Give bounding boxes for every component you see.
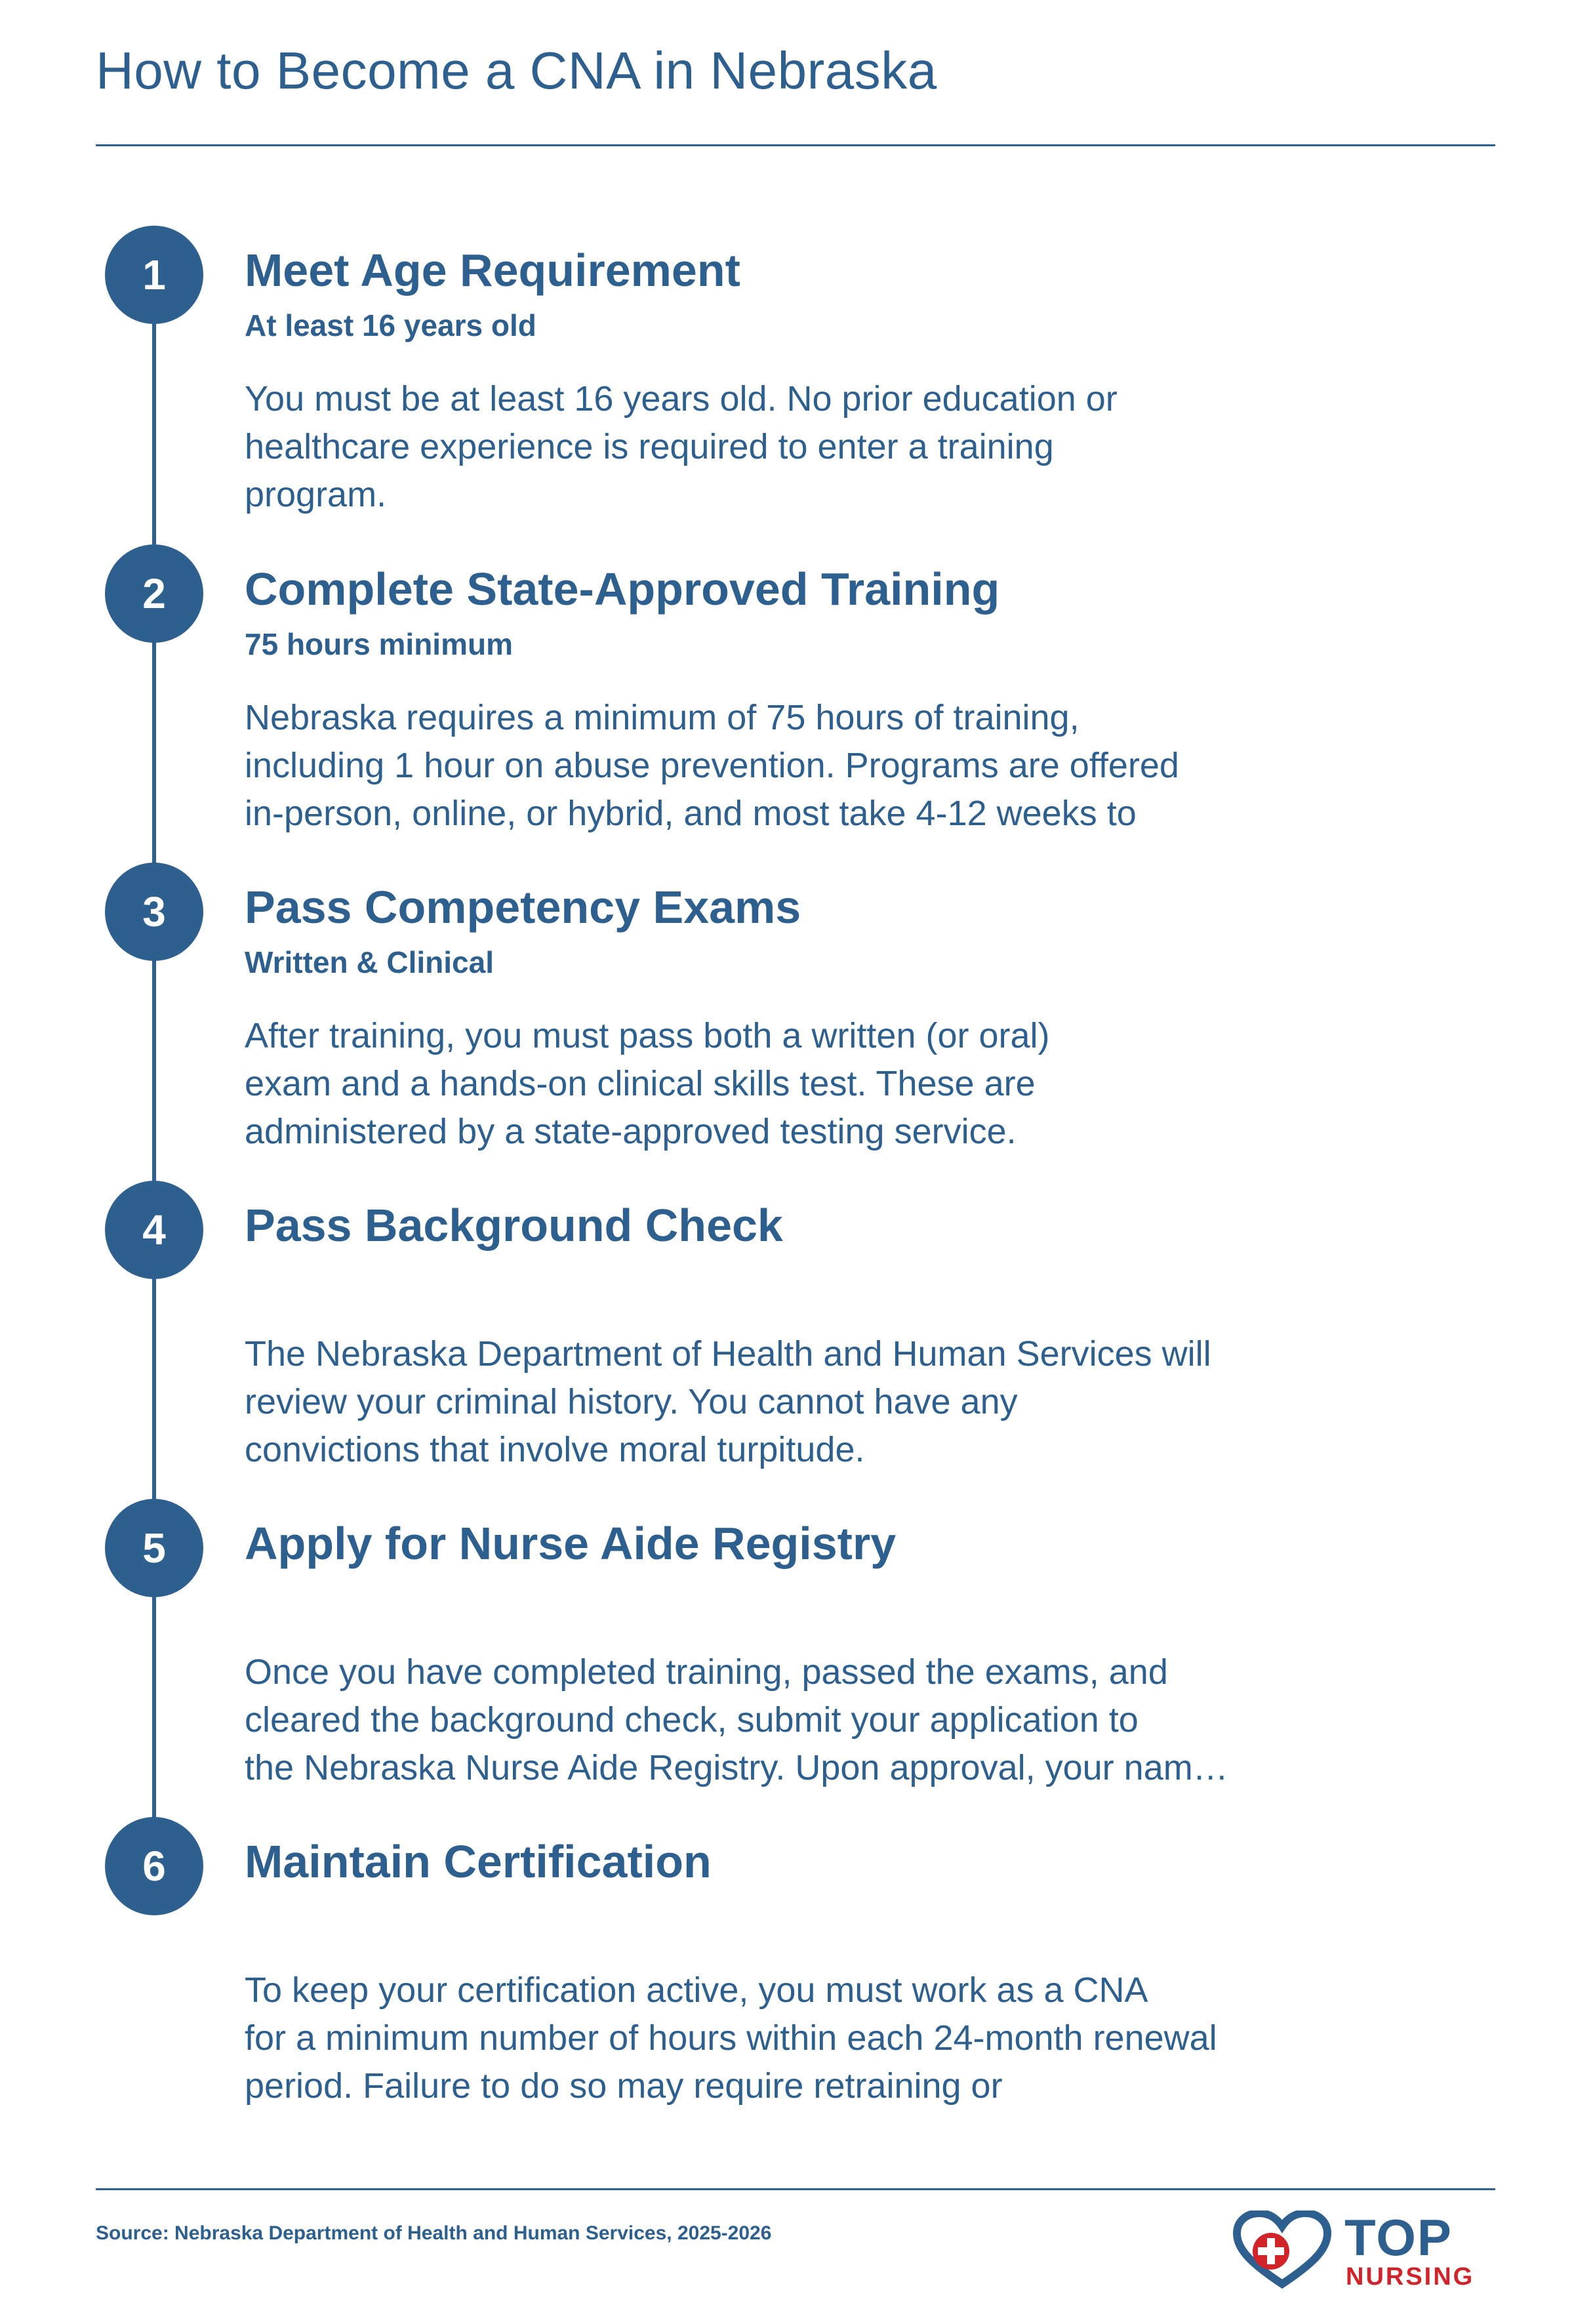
logo-wordmark-top: TOP [1344, 2209, 1453, 2266]
header-divider [96, 144, 1495, 146]
step-title: Pass Competency Exams [245, 882, 801, 933]
step-subtitle: At least 16 years old [245, 308, 536, 342]
logo-wordmark-bottom: NURSING [1346, 2263, 1475, 2291]
step-description-line: period. Failure to do so may require retraining or [245, 2066, 1003, 2106]
step-description-line: You must be at least 16 years old. No prior education or [245, 379, 1118, 418]
step-number-badge: 4 [105, 1181, 203, 1279]
heart-cross-icon [1233, 2211, 1331, 2289]
step-description-line: cleared the background check, submit your application to [245, 1700, 1139, 1740]
step-description-line: including 1 hour on abuse prevention. Programs are offered [245, 746, 1179, 785]
step-description-line: administered by a state-approved testing service. [245, 1112, 1017, 1151]
step-description-line: To keep your certification active, you must work as a CNA [245, 1970, 1148, 2010]
step-number-badge: 6 [105, 1817, 203, 1915]
step-title: Pass Background Check [245, 1200, 783, 1251]
step-description [245, 1648, 1320, 1792]
step-description-line: convictions that involve moral turpitude. [245, 1430, 865, 1469]
step-description-line: exam and a hands-on clinical skills test. These are [245, 1064, 1036, 1103]
step-title: Apply for Nurse Aide Registry [245, 1518, 897, 1569]
step-description [245, 1012, 1320, 1156]
step-description-line: review your criminal history. You cannot have any [245, 1382, 1018, 1421]
step-description-line: After training, you must pass both a written (or oral) [245, 1016, 1050, 1055]
top-nursing-logo [1233, 2211, 1495, 2289]
step-subtitle: 75 hours minimum [245, 627, 513, 661]
step-number-badge: 2 [105, 544, 203, 643]
step-description-line: healthcare experience is required to enter a training [245, 427, 1054, 466]
step-description [245, 1330, 1320, 1474]
step-title: Meet Age Requirement [245, 245, 740, 296]
page-title: How to Become a CNA in Nebraska [96, 41, 937, 100]
step-number-badge: 3 [105, 863, 203, 961]
timeline-line [152, 275, 156, 1869]
step-description-line: in-person, online, or hybrid, and most take 4-12 weeks to [245, 794, 1137, 833]
step-description-line: program. [245, 475, 387, 514]
step-number-badge: 1 [105, 226, 203, 324]
footer-divider [96, 2188, 1495, 2190]
step-title: Maintain Certification [245, 1836, 712, 1887]
source-citation: Source: Nebraska Department of Health and Human Services, 2025-2026 [96, 2222, 772, 2244]
step-subtitle: Written & Clinical [245, 945, 494, 979]
step-title: Complete State-Approved Training [245, 563, 1000, 615]
step-description [245, 1967, 1320, 2110]
step-description [245, 694, 1320, 838]
step-description-line: The Nebraska Department of Health and Human Services will [245, 1334, 1211, 1374]
step-number-badge: 5 [105, 1499, 203, 1597]
step-description-line: Once you have completed training, passed the exams, and [245, 1652, 1168, 1692]
step-description [245, 375, 1320, 519]
step-description-line: the Nebraska Nurse Aide Registry. Upon approval, your nam… [245, 1748, 1228, 1787]
step-description-line: Nebraska requires a minimum of 75 hours of training, [245, 698, 1080, 737]
step-description-line: for a minimum number of hours within each 24-month renewal [245, 2018, 1217, 2058]
